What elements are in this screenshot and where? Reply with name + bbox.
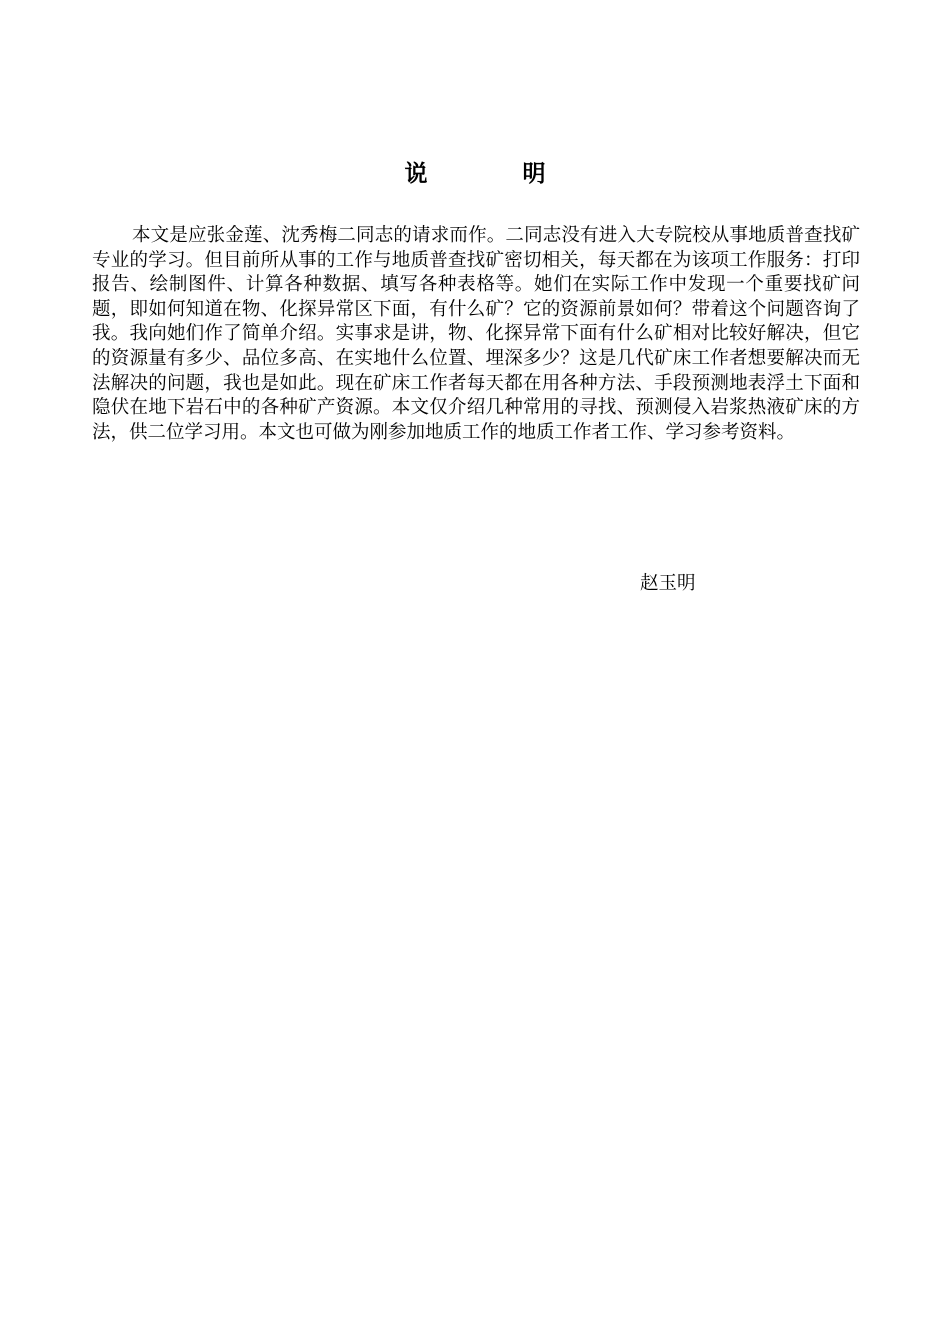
document-title: 说 明	[404, 160, 582, 187]
author-signature: 赵玉明	[640, 573, 696, 594]
body-paragraph: 本文是应张金莲、沈秀梅二同志的请求而作。二同志没有进入大专院校从事地质普查找矿专业的学习。但目前所从事的工作与地质普查找矿密切相关，每天都在为该项工作服务：打印报告、绘制图件、计算各种数据、填写各种表格等。她们在实际工作中发现一个重要找矿问题，即如何知道在物、化探异常区下面，有什么矿？它的资源前景如何？带着这个问题咨询了我。我向她们作了简单介绍。实事求是讲，物、化探异常下面有什么矿相对比较好解决，但它的资源量有多少、品位多高、在实地什么位置、埋深多少？这是几代矿床工作者想要解决而无法解决的问题，我也是如此。现在矿床工作者每天都在用各种方法、手段预测地表浮土下面和隐伏在地下岩石中的各种矿产资源。本文仅介绍几种常用的寻找、预测侵入岩浆热液矿床的方法，供二位学习用。本文也可做为刚参加地质工作的地质工作者工作、学习参考资料。	[92, 225, 860, 443]
